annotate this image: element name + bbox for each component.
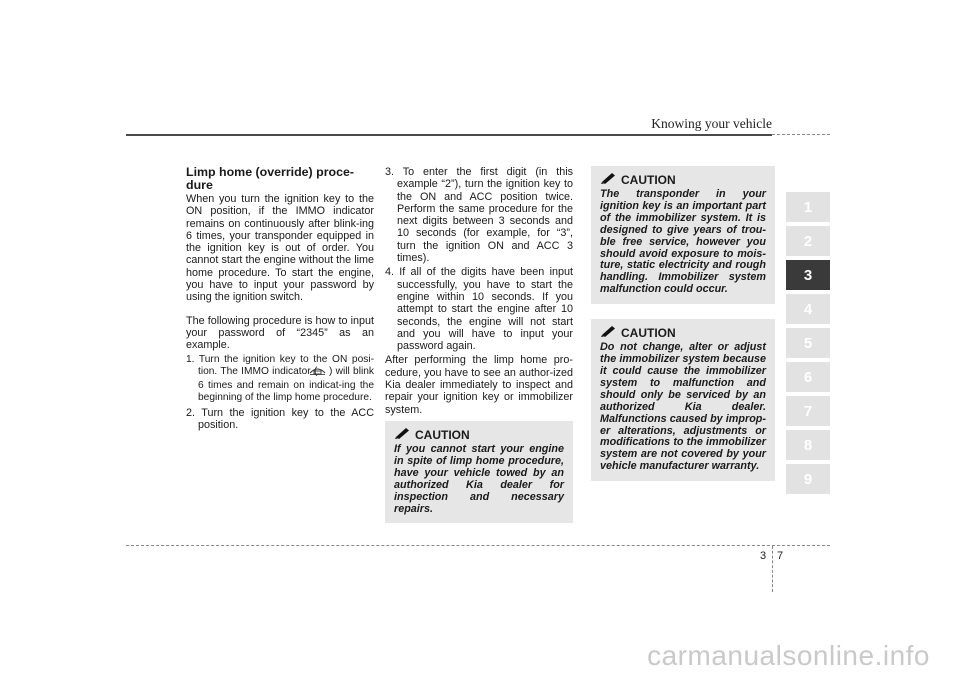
step-1-text-a: 1. Turn the ignition key to the ON posi-tion. The IMMO indicator (	[186, 353, 374, 377]
caution-header	[394, 427, 564, 442]
chapter-tab-5[interactable]: 5	[786, 328, 830, 358]
step-1-text-b: ) will blink 6 times and remain on indicat-ing the beginning of the limp home procedure.	[198, 365, 374, 404]
caution-box-limp-home	[385, 421, 573, 523]
step-2: 2. Turn the ignition key to the ACC position.	[186, 406, 374, 432]
after-paragraph: After performing the limp home pro-cedure, you have to see an author-ized Kia dealer immediately to inspect and repair your ignition key or immobilizer system.	[385, 354, 573, 416]
header-rule-dashed	[772, 134, 830, 135]
header-title: Knowing your vehicle	[651, 116, 772, 131]
caution-title: CAUTION	[415, 427, 470, 442]
caution-title: CAUTION	[621, 325, 676, 340]
page-number: 7	[777, 550, 784, 562]
immo-indicator-icon	[321, 366, 326, 380]
procedure-intro: The following procedure is how to input your password of “2345” as an example.	[186, 314, 374, 352]
pencil-icon	[394, 427, 410, 442]
column-1	[186, 166, 374, 433]
footer-tick	[772, 546, 773, 592]
page-chapter-number: 3	[760, 550, 767, 562]
caution-header	[600, 172, 766, 187]
pencil-icon	[600, 325, 616, 340]
chapter-tab-1[interactable]: 1	[786, 192, 830, 222]
step-3: 3. To enter the first digit (in this example “2”), turn the ignition key to the ON and ACC position twice. Perform the same procedure for the next digits between 3 seconds and 10 seconds (for example, for “3”, turn the ignition ON and ACC 3 times).	[385, 166, 573, 265]
chapter-tab-6[interactable]: 6	[786, 362, 830, 392]
chapter-tab-7[interactable]: 7	[786, 396, 830, 426]
caution-header	[600, 325, 766, 340]
chapter-tab-4[interactable]: 4	[786, 294, 830, 324]
section-title: Limp home (override) proce-dure	[186, 165, 354, 192]
caution-box-transponder	[591, 166, 775, 304]
column-3	[591, 166, 775, 496]
header-rule	[126, 134, 772, 136]
chapter-tab-8[interactable]: 8	[786, 430, 830, 460]
step-4: 4. If all of the digits have been input successfully, you have to start the engine within 10 seconds. If you attempt to start the engine after 10 seconds, the engine will not start and you will have to input your password again.	[385, 266, 573, 353]
step-1	[186, 354, 374, 405]
caution-title: CAUTION	[621, 172, 676, 187]
caution-body: The transponder in your ignition key is an important part of the immobilizer system. It is designed to give years of trou-ble free service, however you should avoid exposure to mois-ture, static electricity and rough handling. Immobilizer system malfunction could occur.	[600, 188, 766, 296]
chapter-tabs	[786, 192, 830, 498]
footer-rule	[126, 545, 830, 546]
watermark: carmanualsonline.info	[647, 640, 930, 671]
column-2	[385, 166, 573, 515]
caution-box-immobilizer	[591, 319, 775, 481]
chapter-tab-3[interactable]: 3	[786, 260, 830, 290]
caution-body: If you cannot start your engine in spite of limp home procedure, have your vehicle towed by an authorized Kia dealer for inspection and necessary repairs.	[394, 443, 564, 515]
chapter-tab-2[interactable]: 2	[786, 226, 830, 256]
caution-body: Do not change, alter or adjust the immobilizer system because it could cause the immobilizer system to malfunction and should only be serviced by an authorized Kia dealer. Malfunctions caused by improp-er alterations, adjustments or modifications to the immobilizer system are not covered by your vehicle manufacturer warranty.	[600, 341, 766, 473]
pencil-icon	[600, 172, 616, 187]
intro-paragraph: When you turn the ignition key to the ON position, if the IMMO indicator remains on continuously after blink-ing 6 times, your transponder equipped in the ignition key is out of order. You cannot start the engine without the lime home procedure. To start the engine, you have to input your password by using the ignition switch.	[186, 193, 374, 304]
chapter-tab-9[interactable]: 9	[786, 464, 830, 494]
